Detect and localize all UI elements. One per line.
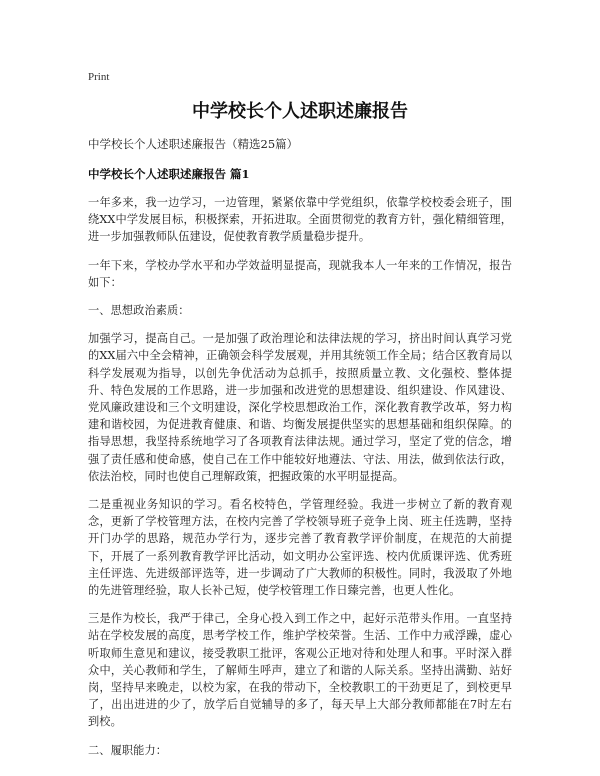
document-subtitle: 中学校长个人述职述廉报告（精选25篇） xyxy=(88,137,299,151)
paragraph-self-discipline: 三是作为校长，我严于律己，全身心投入到工作之中，起好示范带头作用。一直坚持站在学校发展的高度，思考学校工作，维护学校荣誉。生活、工作中力戒浮躁，虚心听取师生意见和建议，接受教职工批评，客观公正地对待和处理人和事。平时深入群众中，关心教师和学生，了解师生呼声，建立了和谐的人际关系。坚持出满勤、站好岗，坚持早来晚走，以校为家，在我的带动下，全校教职工的干劲更足了，到校更早了，出出进进的少了，放学后自觉辅导的多了，每天早上大部分教师都能在7时左右到校。 xyxy=(88,612,512,729)
document-title: 中学校长个人述职述廉报告 xyxy=(192,101,408,122)
paragraph-summary: 一年下来，学校办学水平和办学效益明显提高，现就我本人一年来的工作情况，报告如下： xyxy=(88,258,512,289)
paragraph-study: 加强学习，提高自己。一是加强了政治理论和法律法规的学习，挤出时间认真学习党的XX届六中全会精神，正确领会科学发展观，并用其统领工作全局；结合区教育局以科学发展观为指导，以创先争优活动为总抓手，按照质量立教、文化强校、整体提升、特色发展的工作思路，进一步加强和改进党的思想建设、组织建设、作风建设、党风廉政建设和三个文明建设，深化学校思想政治工作，深化教育教学改革，努力构建和谐校园，为促进教育健康、和谐、均衡发展提供坚实的思想基础和组织保障。的指导思想，我坚持系统地学习了各项教育法律法规。通过学习，坚定了党的信念，增强了责任感和使命感，使自己在工作中能较好地遵法、守法、用法，做到依法行政，依法治校，同时也使自己理解政策，把握政策的水平明显提高。 xyxy=(88,332,512,483)
paragraph-intro: 一年多来，我一边学习，一边管理，紧紧依靠中学党组织，依靠学校校委会班子，围绕XX中学发展目标，积极探索，开拓进取。全面贯彻党的教育方针，强化精细管理，进一步加强教师队伍建设，促使教育教学质量稳步提升。 xyxy=(88,196,512,244)
print-link[interactable]: Print xyxy=(88,71,110,83)
heading-duty-ability: 二、履职能力： xyxy=(88,743,168,757)
paragraph-business-knowledge: 二是重视业务知识的学习。看名校特色，学管理经验。我进一步树立了新的教育观念，更新了学校管理方法，在校内完善了学校领导班子竞争上岗、班主任选聘，坚持开门办学的思路，规范办学行为，逐步完善了教育教学评价制度，在规范的大前提下，开展了一系列教育教学评比活动，如文明办公室评选、校内优质课评选、优秀班主任评选、先进级部评选等，进一步调动了广大教师的积极性。同时，我汲取了外地的先进管理经验，取人长补己短，使学校管理工作日臻完善，也更人性化。 xyxy=(88,498,512,598)
heading-political-quality: 一、思想政治素质： xyxy=(88,304,190,318)
section-heading: 中学校长个人述职述廉报告 篇1 xyxy=(88,167,250,181)
